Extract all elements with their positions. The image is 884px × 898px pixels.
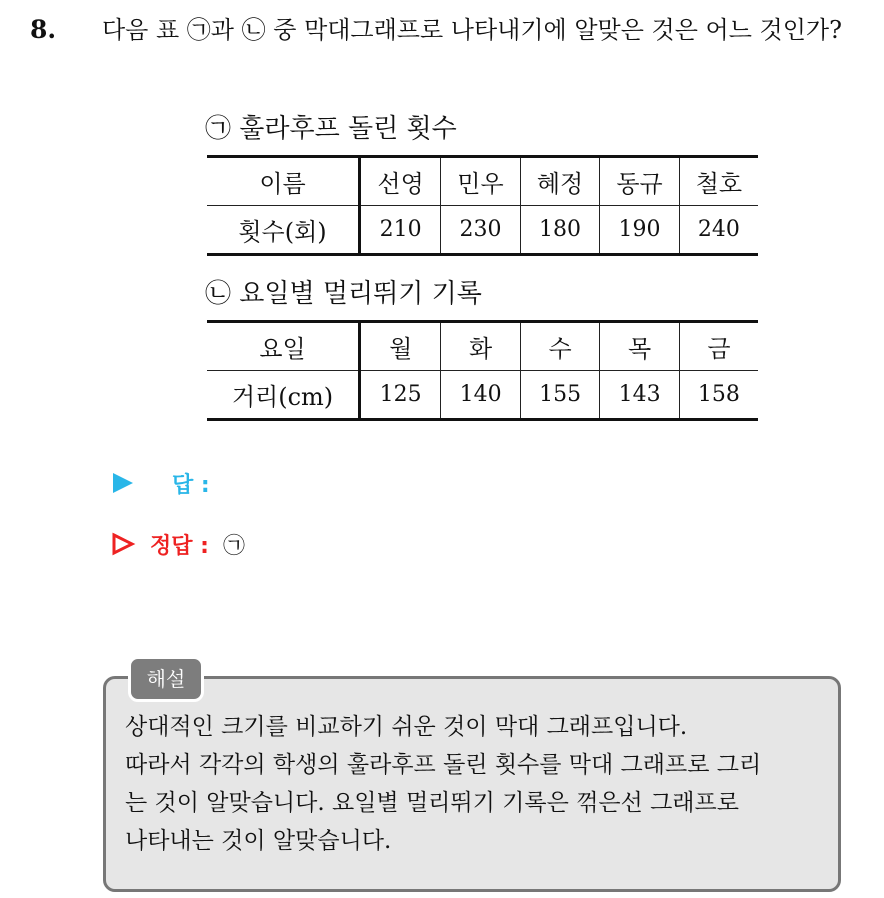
question-text: 다음 표 ㉠과 ㉡ 중 막대그래프로 나타내기에 알맞은 것은 어느 것인가? (102, 16, 842, 44)
table-cell: 화 (441, 322, 521, 371)
table-row (207, 157, 758, 206)
table-a-caption: ㉠ 훌라후프 돌린 횟수 (205, 114, 457, 144)
table-cell: 240 (679, 206, 758, 255)
table-cell: 거리(cm) (207, 371, 360, 420)
table-cell: 철호 (679, 157, 758, 206)
table-cell: 이름 (207, 157, 360, 206)
table-row (207, 371, 758, 420)
correct-answer-line (110, 531, 245, 562)
table-cell: 230 (441, 206, 521, 255)
table-cell: 수 (520, 322, 600, 371)
table-cell: 동규 (600, 157, 680, 206)
table-cell: 210 (360, 206, 441, 255)
filled-triangle-right-icon (110, 470, 136, 496)
correct-answer-value: ㉠ (222, 534, 245, 559)
explanation-line: 따라서 각각의 학생의 훌라후프 돌린 횟수를 막대 그래프로 그리 (125, 752, 762, 778)
explanation-text (125, 708, 761, 860)
table-cell: 155 (520, 371, 600, 420)
correct-answer-label: 정답 : (150, 534, 209, 559)
table-cell: 180 (520, 206, 600, 255)
table-cell: 요일 (207, 322, 360, 371)
table-cell: 158 (679, 371, 758, 420)
question (30, 14, 842, 46)
table-cell: 민우 (441, 157, 521, 206)
table-cell: 금 (679, 322, 758, 371)
table-cell: 190 (600, 206, 680, 255)
explanation-tag: 해설 (128, 656, 204, 702)
table-cell: 목 (600, 322, 680, 371)
explanation-line: 나타내는 것이 알맞습니다. (125, 828, 392, 854)
table-cell: 140 (441, 371, 521, 420)
question-number: 8. (30, 15, 57, 44)
answer-line (110, 470, 224, 501)
table-b (207, 320, 758, 421)
table-cell: 선영 (360, 157, 441, 206)
explanation-line: 는 것이 알맞습니다. 요일별 멀리뛰기 기록은 꺾은선 그래프로 (125, 790, 739, 816)
answer-label: 답 : (172, 473, 210, 498)
table-cell: 혜정 (520, 157, 600, 206)
table-b-caption: ㉡ 요일별 멀리뛰기 기록 (205, 279, 482, 309)
table-cell: 횟수(회) (207, 206, 360, 255)
table-row (207, 322, 758, 371)
table-cell: 143 (600, 371, 680, 420)
outline-triangle-right-icon (110, 531, 136, 557)
table-a (207, 155, 758, 256)
table-cell: 월 (360, 322, 441, 371)
table-row (207, 206, 758, 255)
table-cell: 125 (360, 371, 441, 420)
explanation-line: 상대적인 크기를 비교하기 쉬운 것이 막대 그래프입니다. (125, 714, 688, 740)
